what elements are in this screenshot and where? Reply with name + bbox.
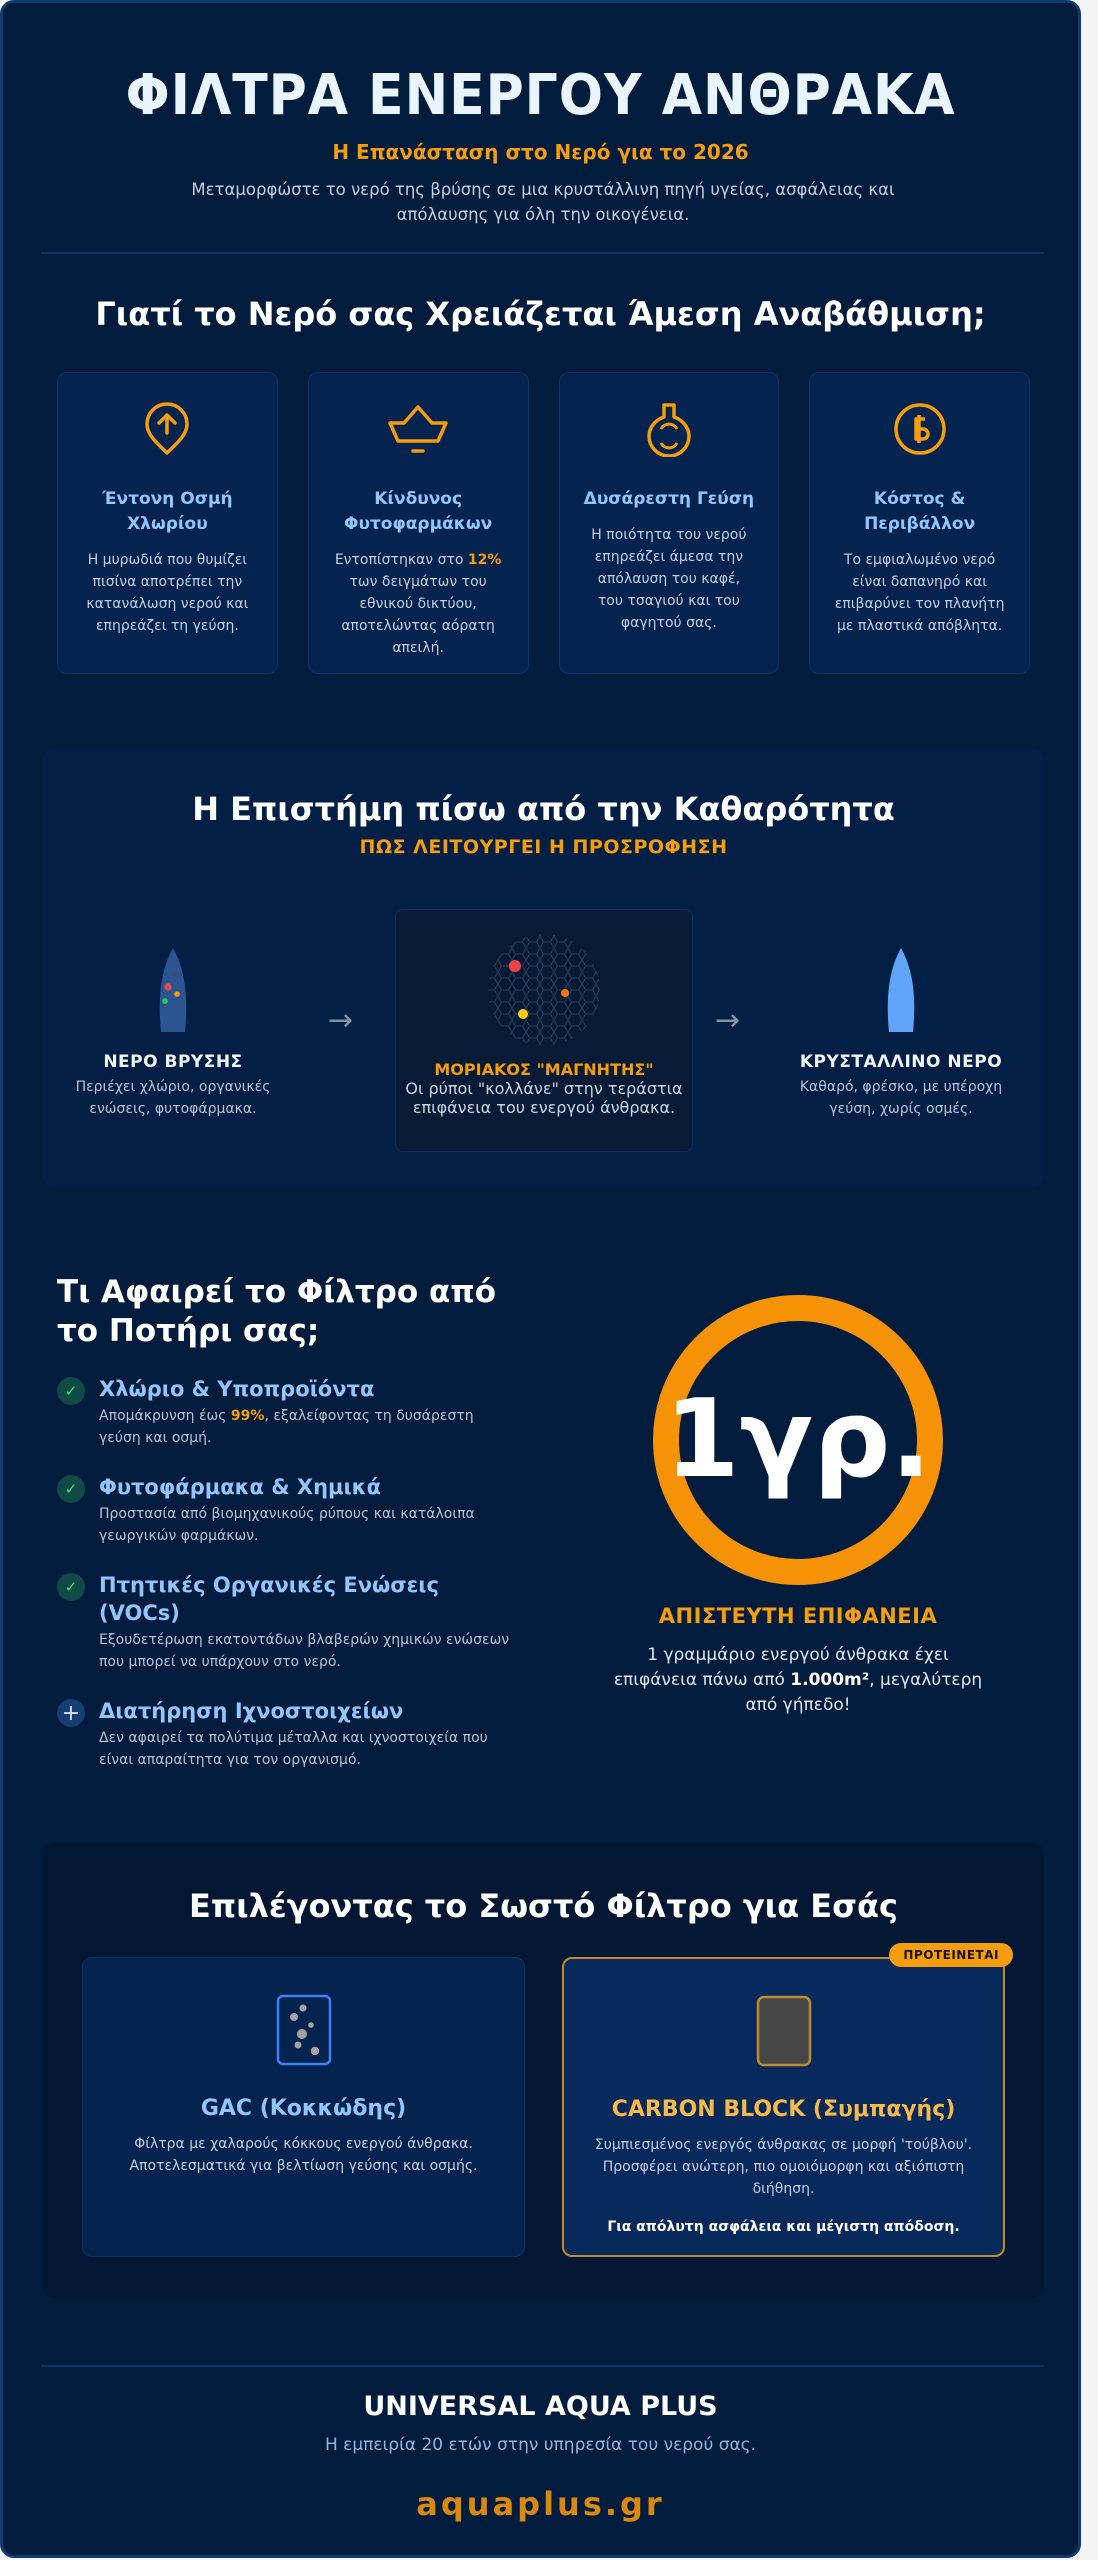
removal-item <box>57 1571 517 1673</box>
problem-card-title: Κίνδυνος Φυτοφαρμάκων <box>344 489 493 534</box>
problem-card-pesticides <box>308 372 529 674</box>
filter-card-text: Φίλτρα με χαλαρούς κόκκους ενεργού άνθρακα. Αποτελεσματικά για βελτίωση γεύσης και οσμής. <box>129 2136 478 2174</box>
removal-list <box>57 1375 517 1795</box>
check-icon: ✓ <box>57 1377 85 1405</box>
filter-card-gac <box>82 1957 525 2257</box>
step-molecular-magnet <box>395 909 693 1152</box>
step-title: ΜΟΡΙΑΚΟΣ "ΜΑΓΝΗΤΗΣ" <box>434 1060 654 1079</box>
page-title: ΦΙΛΤΡΑ ΕΝΕΡΓΟΥ ΑΝΘΡΑΚΑ <box>125 63 956 128</box>
problem-card-title: Κόστος & Περιβάλλον <box>864 489 976 534</box>
footer-website-link[interactable]: aquaplus.gr <box>416 2485 665 2523</box>
check-icon: ✓ <box>57 1475 85 1503</box>
step-crystal-water <box>781 946 1021 1120</box>
step-text: Περιέχει χλώριο, οργανικές ενώσεις, φυτοφάρμακα. <box>75 1079 271 1117</box>
page-description: Μεταμορφώστε το νερό της βρύσης σε μια κρυστάλλινη πηγή υγείας, ασφάλειας και απόλαυσης για όλη την οικογένεια. <box>191 180 895 224</box>
filter-card-text: Συμπιεσμένος ενεργός άνθρακας σε μορφή 'τούβλου'. Προσφέρει ανώτερη, πιο ομοιόμορφη και αξιόπιστη διήθηση. <box>594 2137 973 2197</box>
filter-card-title: CARBON BLOCK (Συμπαγής) <box>611 2097 956 2122</box>
removal-title: Τι Αφαιρεί το Φίλτρο από το Ποτήρι σας; <box>57 1274 497 1349</box>
plus-icon: + <box>57 1699 85 1727</box>
divider <box>41 252 1044 254</box>
footer-tagline: Η εμπειρία 20 ετών στην υπηρεσία του νερού σας. <box>324 2435 757 2455</box>
problem-card-text: Η ποιότητα του νερού επηρεάζει άμεσα την απόλαυση του καφέ, του τσαγιού και του φαγητού σας. <box>591 527 747 631</box>
problem-card-title: Δυσάρεστη Γεύση <box>583 489 755 509</box>
removal-item-text: Δεν αφαιρεί τα πολύτιμα μέταλλα και ιχνοστοιχεία που είναι απαραίτητα για τον οργανισμό. <box>99 1730 488 1768</box>
step-tap-water <box>63 946 283 1120</box>
arrow-right-icon: → <box>328 1003 354 1038</box>
step-text: Καθαρό, φρέσκο, με υπέροχη γεύση, χωρίς οσμές. <box>799 1079 1003 1117</box>
page-subtitle: Η Επανάσταση στο Νερό για το 2026 <box>332 140 749 164</box>
clean-water-drop-icon <box>881 946 921 1034</box>
step-text: Οι ρύποι "κολλάνε" στην τεράστια επιφάνεια του ενεργού άνθρακα. <box>405 1079 683 1117</box>
granular-filter-icon <box>276 1994 332 2066</box>
flask-icon <box>645 401 693 457</box>
recommended-badge: ΠΡΟΤΕΙΝΕΤΑΙ <box>889 1943 1013 1967</box>
removal-item-title: Χλώριο & Υποπροϊόντα <box>99 1377 375 1401</box>
arrow-right-icon: → <box>715 1003 741 1038</box>
coin-icon <box>892 401 948 457</box>
stat-value: 1γρ. <box>664 1377 932 1502</box>
problem-card-text: Η μυρωδιά που θυμίζει πισίνα αποτρέπει την κατανάλωση νερού και επηρεάζει τη γεύση. <box>86 552 249 634</box>
filter-card-highlight: Για απόλυτη ασφάλεια και μέγιστη απόδοση. <box>607 2219 960 2235</box>
divider <box>41 2365 1044 2367</box>
carbon-lattice-icon <box>484 930 604 1050</box>
science-panel <box>43 748 1044 1188</box>
stat-label: ΑΠΙΣΤΕΥΤΗ ΕΠΙΦΑΝΕΙΑ <box>658 1604 938 1628</box>
removal-item-title: Φυτοφάρμακα & Χημικά <box>99 1475 382 1499</box>
science-title: Η Επιστήμη πίσω από την Καθαρότητα <box>192 790 895 828</box>
carbon-block-icon <box>756 1995 812 2067</box>
removal-item <box>57 1375 517 1449</box>
removal-item-text: Προστασία από βιομηχανικούς ρύπους και κατάλοιπα γεωργικών φαρμάκων. <box>99 1506 475 1544</box>
footer-brand: UNIVERSAL AQUA PLUS <box>363 2391 718 2422</box>
removal-item-text: Απομάκρυνση έως 99%, εξαλείφοντας τη δυσάρεστη γεύση και οσμή. <box>99 1408 474 1446</box>
problem-cards <box>57 372 1030 674</box>
dirty-water-drop-icon <box>153 946 193 1034</box>
removal-item-text: Εξουδετέρωση εκατοντάδων βλαβερών χημικών ενώσεων που μπορεί να υπάρχουν στο νερό. <box>99 1632 510 1670</box>
step-title: ΚΡΥΣΤΑΛΛΙΝΟ ΝΕΡΟ <box>799 1052 1003 1072</box>
problem-card-title: Έντονη Οσμή Χλωρίου <box>102 489 233 534</box>
problem-card-cost <box>809 372 1030 674</box>
problems-title: Γιατί το Νερό σας Χρειάζεται Άμεση Αναβάθμιση; <box>95 295 986 333</box>
location-up-icon <box>143 401 191 457</box>
problem-card-taste <box>559 372 780 674</box>
problem-card-text: Το εμφιαλωμένο νερό είναι δαπανηρό και επιβαρύνει τον πλανήτη με πλαστικά απόβλητα. <box>834 552 1005 634</box>
removal-item <box>57 1697 517 1771</box>
filter-card-carbon-block <box>562 1948 1005 2257</box>
problem-card-text: Εντοπίστηκαν στο 12% των δειγμάτων του εθνικού δικτύου, αποτελώντας αόρατη απειλή. <box>334 552 502 656</box>
step-title: ΝΕΡΟ ΒΡΥΣΗΣ <box>103 1052 243 1072</box>
science-subtitle: ΠΩΣ ΛΕΙΤΟΥΡΓΕΙ Η ΠΡΟΣΡΟΦΗΣΗ <box>359 836 728 858</box>
crown-lamp-icon <box>386 401 450 457</box>
removal-item-title: Διατήρηση Ιχνοστοιχείων <box>99 1699 404 1723</box>
choose-filter-panel <box>43 1843 1044 2298</box>
stat-description: 1 γραμμάριο ενεργού άνθρακα έχει επιφάνεια πάνω από 1.000m², μεγαλύτερη από γήπεδο! <box>613 1645 983 1715</box>
check-icon: ✓ <box>57 1573 85 1601</box>
choose-title: Επιλέγοντας το Σωστό Φίλτρο για Εσάς <box>189 1887 898 1925</box>
removal-item <box>57 1473 517 1547</box>
problem-card-chlorine <box>57 372 278 674</box>
removal-item-title: Πτητικές Οργανικές Ενώσεις (VOCs) <box>99 1573 439 1625</box>
filter-card-title: GAC (Κοκκώδης) <box>200 2096 407 2121</box>
